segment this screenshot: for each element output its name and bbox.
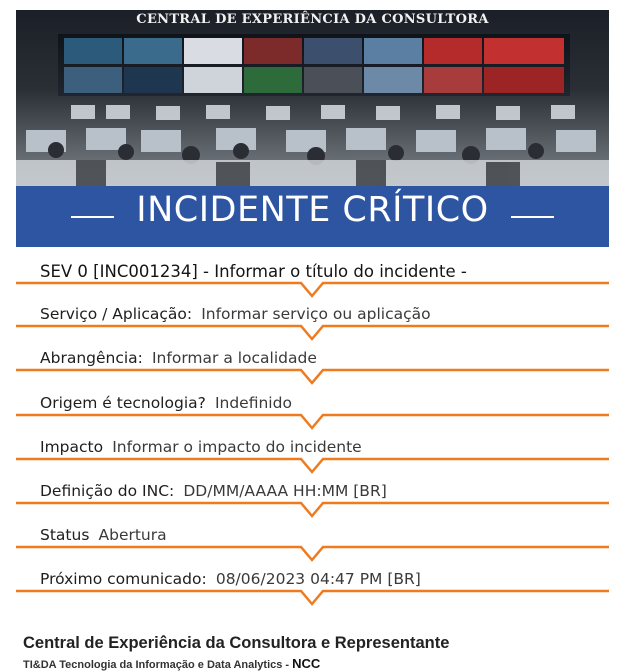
footer-title: Central de Experiência da Consultora e Representante bbox=[23, 634, 450, 652]
field-value: Informar o impacto do incidente bbox=[112, 438, 362, 456]
title-strip bbox=[16, 186, 609, 247]
divider-arrow bbox=[16, 367, 609, 387]
field-value: 08/06/2023 04:47 PM [BR] bbox=[215, 570, 421, 588]
field-label: Próximo comunicado: bbox=[40, 570, 207, 588]
banner-heading: CENTRAL DE EXPERIÊNCIA DA CONSULTORA bbox=[136, 12, 489, 27]
divider-arrow bbox=[16, 280, 609, 300]
field-label: Abrangência: bbox=[40, 349, 143, 367]
field-label: Definição do INC: bbox=[40, 482, 175, 500]
control-room-photo bbox=[16, 10, 609, 186]
field-value: Indefinido bbox=[214, 394, 292, 412]
field-label: Origem é tecnologia? bbox=[40, 394, 206, 412]
field-label: Impacto bbox=[40, 438, 104, 456]
field-label: Status bbox=[40, 526, 90, 544]
banner bbox=[16, 10, 609, 247]
field-value: DD/MM/AAAA HH:MM [BR] bbox=[183, 482, 387, 500]
field-value: Informar a localidade bbox=[151, 349, 317, 367]
footer-subtitle bbox=[23, 656, 320, 671]
divider-arrow bbox=[16, 456, 609, 476]
field-value: Abertura bbox=[98, 526, 167, 544]
divider-arrow bbox=[16, 588, 609, 608]
divider-arrow bbox=[16, 412, 609, 432]
incident-title: SEV 0 [INC001234] - Informar o título do incidente - bbox=[40, 262, 467, 281]
divider-arrow bbox=[16, 323, 609, 343]
divider-arrow bbox=[16, 544, 609, 564]
field-value: Informar serviço ou aplicação bbox=[201, 305, 431, 323]
incident-type-title: INCIDENTE CRÍTICO bbox=[136, 190, 489, 230]
field-label: Serviço / Aplicação: bbox=[40, 305, 193, 323]
divider-arrow bbox=[16, 500, 609, 520]
footer-subtitle-text: TI&DA Tecnologia da Informação e Data Analytics - bbox=[23, 659, 293, 671]
footer-abbr: NCC bbox=[292, 656, 321, 671]
